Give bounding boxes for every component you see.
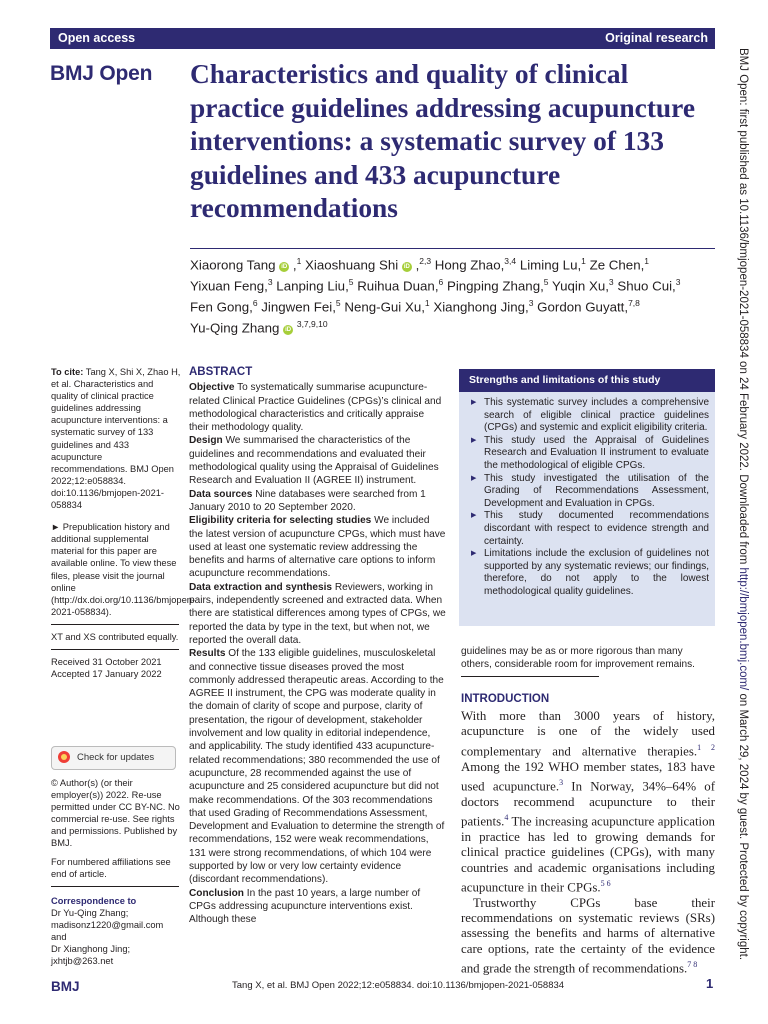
author-list <box>190 253 720 337</box>
strengths-box <box>459 369 715 626</box>
article-type-label: Original research <box>605 31 708 45</box>
crossmark-icon <box>58 751 70 763</box>
download-notice: BMJ Open: first published as 10.1136/bmjopen-2021-058834 on 24 February 2022. Downloaded from http://bmjopen.bmj.com/ on March 29, 2024 by guest. Protected by copyright. <box>737 48 749 961</box>
prepub-note: ► Prepublication history and additional supplemental material for this paper are available online. To view these files, please visit the journal online (http://dx.doi.org/10.1136/bmjopen-2021-058834). <box>51 522 196 617</box>
sidebar-divider <box>51 886 179 887</box>
cite-label: To cite: <box>51 367 84 377</box>
reference-link[interactable]: 7 8 <box>687 960 698 970</box>
strengths-item: ▶ This study used the Appraisal of Guidelines Research and Evaluation II instrument to evaluate the methodological of eligible CPGs. <box>471 435 709 473</box>
author-line: Yu-Qing Zhang iD $^{3,7,9,10}$ <box>190 318 328 336</box>
copyright-note: © Author(s) (or their employer(s)) 2022. Re-use permitted under CC BY-NC. No commercial re-use. See rights and permissions. Published by BMJ. <box>51 778 180 849</box>
strengths-heading: Strengths and limitations of this study <box>459 369 715 392</box>
correspondence-heading: Correspondence to <box>51 895 137 906</box>
footer-citation: Tang X, et al. BMJ Open 2022;12:e058834. doi:10.1136/bmjopen-2021-058834 <box>232 980 565 991</box>
journal-logo: BMJ Open <box>50 62 153 85</box>
correspondence-line: Dr Xianghong Jing; <box>51 944 131 955</box>
journal-link[interactable]: http://bmjopen.bmj.com/ <box>737 567 749 691</box>
sidebar-divider <box>51 649 179 650</box>
reference-link[interactable]: 3 <box>559 777 564 787</box>
intro-paragraph: Trustworthy CPGs base their recommendations on systematic reviews (SRs) assessing the benefits and harms of alternative care options, rate the certainty of the evidence and grade the strength of recommendations.$^{7 8}$ <box>461 895 715 976</box>
abstract-results: Results Of the 133 eligible guidelines, musculoskeletal and connective tissue diseases proved the most commonly addressed therapeutic areas. According to the AGREE II instrument, the CPG was moderate quality in the domain of clarity of scope and purpose, clarity of presentation, the rigour of development, stakeholder involvement and low quality in editorial independence, and applicability. The study identified 433 acupuncture-related recommendations; 380 recommended the use of acupuncture, 28 recommended against the use of acupuncture and 25 considered acupuncture but did not make recommendations. Of the 303 recommendations that used Grading of Recommendations Assessment, Development and Evaluation to determine the strength of recommendations, 152 were weak recommendations, 131 were strong recommendations, of which 104 were supported by low or very low certainty evidence (discordant recommendations). <box>189 648 445 886</box>
abstract-sources: Data sources Nine databases were searched from 1 January 2010 to 20 September 2020. <box>189 488 426 513</box>
orcid-icon[interactable]: iD <box>281 264 288 271</box>
reference-link[interactable]: 1 2 <box>697 742 716 752</box>
abstract-conclusion: Conclusion In the past 10 years, a large number of CPGs addressing acupuncture interventions exist. Although these <box>189 887 421 926</box>
author-divider <box>190 248 715 249</box>
orcid-icon[interactable]: iD <box>403 264 410 271</box>
intro-paragraph: With more than 3000 years of history, acupuncture is one of the widely used complementary and alternative therapies.$^{1 2}$ Among the 192 WHO member states, 183 have used acupuncture.$^3$ In Norway, 34%–64% of doctors recommend acupuncture to their patients.$^4$ The increasing acupuncture application in practice has led to growing demands for clinical practice guidelines (CPGs), with many countries and academic organisations including acupuncture in their CPGs.$^{5 6}$ <box>461 709 716 895</box>
strengths-item: ▶ This systematic survey includes a comprehensive search of eligible clinical practice guidelines (CPGs) and systemic and explicit eligibility criteria. <box>471 397 709 435</box>
check-for-updates-button[interactable] <box>51 746 176 770</box>
reference-link[interactable]: 4 <box>504 813 509 823</box>
correspondence-line: Dr Yu-Qing Zhang; <box>51 907 129 918</box>
cite-text: Tang X, Shi X, Zhao H, et al. Characteristics and quality of clinical practice guidelines addressing acupuncture interventions: a systematic survey of 133 guidelines and 433 acupuncture recommendations. BMJ Open 2022;12:e058834. doi:10.1136/bmjopen-2021-058834 <box>51 367 181 511</box>
article-title: Characteristics and quality of clinical practice guidelines addressing acupuncture interventions: a systematic survey of 133 guidelines and 433 acupuncture recommendations <box>190 59 695 223</box>
citation-block <box>51 366 181 511</box>
open-access-label: Open access <box>58 31 136 45</box>
strengths-item: ▶ This study investigated the utilisation of the Grading of Recommendations Assessment, Development and Evaluation in CPGs. <box>471 473 709 511</box>
abstract-design: Design We summarised the characteristics of the guidelines and recommendations and evaluated their methodological quality using the Appraisal of Guidelines Research and Evaluation II (AGREE II) instrument. <box>189 435 439 487</box>
abstract-criteria: Eligibility criteria for selecting studies We included the latest version of acupuncture CPGs, which must have used at least one systematic review addressing the benefits and harms of alternative care options to inform acupuncture recommendations. <box>189 515 446 580</box>
reference-link[interactable]: 5 6 <box>600 878 611 888</box>
abstract-continuation: guidelines may be as or more rigorous than many others, considerable room for improvement remains. <box>461 646 695 671</box>
author-line: Yixuan Feng,$^3$ Lanping Liu,$^5$ Ruihua Duan,$^6$ Pingping Zhang,$^5$ Yuqin Xu,$^3$ Shuo Cui,$^3$ <box>190 276 681 294</box>
abstract-objective: Objective To systematically summarise acupuncture-related Clinical Practice Guidelines (CPGs)’s clinical and methodological characteristics and critically appraise their methodology quality. <box>189 382 442 434</box>
section-divider <box>461 676 599 677</box>
contrib-note: XT and XS contributed equally. <box>51 631 179 642</box>
received-date: Received 31 October 2021 <box>51 656 162 667</box>
abstract <box>189 366 446 926</box>
author-line: Xiaorong Tang iD ,$^1$ Xiaoshuang Shi iD ,$^{2,3}$ Hong Zhao,$^{3,4}$ Liming Lu,$^1$ Ze Chen,$^1$ <box>190 256 650 273</box>
author-line: Fen Gong,$^6$ Jingwen Fei,$^5$ Neng-Gui Xu,$^1$ Xianghong Jing,$^3$ Gordon Guyatt,$^{7,8}$ <box>190 297 640 315</box>
strengths-list <box>459 392 715 599</box>
page-number: 1 <box>706 976 714 991</box>
top-banner <box>50 28 715 49</box>
abstract-heading: ABSTRACT <box>189 366 253 378</box>
orcid-icon[interactable]: iD <box>285 327 292 334</box>
abstract-extraction: Data extraction and synthesis Reviewers, working in pairs, independently screened and extracted data. When there are statistical differences among types of CPGs, we reported the data by type in the text, but when not, we reported the overall data. <box>189 581 446 646</box>
accepted-date: Accepted 17 January 2022 <box>51 669 162 680</box>
correspondence-email[interactable]: jxhtjb@263.net <box>51 956 114 967</box>
sidebar-divider <box>51 624 179 625</box>
bmj-footer-logo: BMJ <box>51 979 80 994</box>
article-sidebar <box>51 366 196 680</box>
strengths-item: ▶ Limitations include the exclusion of guidelines not supported by any systematic reviews; our findings, therefore, do not apply to the lowest methodological quality guidelines. <box>471 548 709 598</box>
correspondence-email[interactable]: madisonz1220@gmail.com and <box>51 919 164 943</box>
affiliation-note: For numbered affiliations see end of article. <box>51 856 171 879</box>
introduction-body <box>461 709 715 977</box>
introduction-heading: INTRODUCTION <box>461 693 550 705</box>
check-updates-label: Check for updates <box>77 752 155 763</box>
rights-sidebar <box>51 777 181 967</box>
strengths-item: ▶ This study documented recommendations discordant with respect to evidence strength and certainty. <box>471 510 709 548</box>
